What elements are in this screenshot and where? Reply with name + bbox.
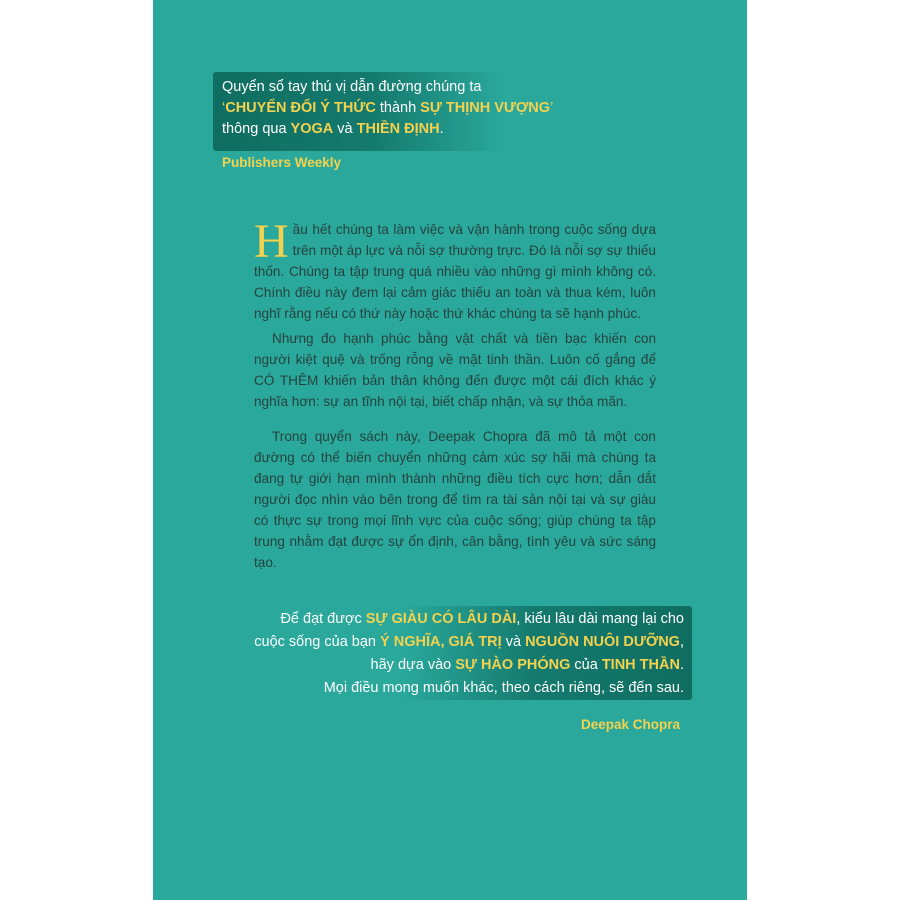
top-quote-source: Publishers Weekly xyxy=(222,155,342,170)
body-paragraph-3: Trong quyển sách này, Deepak Chopra đã mô tả một con đường có thể biến chuyển những cảm xúc sợ hãi mà chúng ta đang tự giới hạn mình thành những điều tích cực hơn; dẫn dắt người đọc nhìn vào bên trong để tìm ra tài sản nội tại và sự giàu có thực sự trong mọi lĩnh vực của cuộc sống; giúp chúng ta tập trung nhằm đạt được sự ổn định, cân bằng, tình yêu và sức sáng tạo. xyxy=(254,429,656,570)
drop-cap-letter: H xyxy=(254,215,289,268)
highlight-phrase: Ý NGHĨA xyxy=(380,634,441,650)
suffix-text: , xyxy=(679,634,684,650)
close-quote-mark: ’ xyxy=(550,100,554,116)
paragraph-text: ầu hết chúng ta làm việc và vận hành trong cuộc sống dựa trên một áp lực và nỗi sợ thường trực. Đó là nỗi sợ sự thiếu thốn. Chúng ta tập trung quá nhiều vào những gì mình không có. Chính điều này đem lại cảm giác thiếu an toàn và thua kém, luôn nghĩ rằng nếu có thứ này hoặc thứ khác chúng ta sẽ hạnh phúc. xyxy=(254,222,656,321)
open-quote-mark: ‘ xyxy=(222,100,226,116)
prefix-text: cuộc sống của bạn xyxy=(254,634,381,650)
highlight-phrase: SỰ HÀO PHÓNG xyxy=(455,657,571,673)
body-paragraph-2: Nhưng đo hạnh phúc bằng vật chất và tiền bạc khiến con người kiệt quệ và trống rỗng về mặt tinh thần. Luôn cố gắng để CÓ THÊM khiến bản thân không đến được một cái đích khác ý nghĩa hơn: sự an tĩnh nội tại, biết chấp nhận, và sự thỏa mãn. xyxy=(254,331,656,409)
bottom-quote-line-3 xyxy=(371,656,684,674)
suffix-text: , kiểu lâu dài mang lại cho xyxy=(516,611,684,627)
connector-text: và xyxy=(501,634,526,650)
prefix-text: Để đạt được xyxy=(280,611,366,627)
bottom-quote-line-1 xyxy=(280,610,684,628)
top-quote-line-1: Quyển sổ tay thú vị dẫn đường chúng ta xyxy=(222,79,482,95)
prefix-text: thông qua xyxy=(222,121,291,137)
top-quote-line-3 xyxy=(222,120,444,138)
top-quote-line-2 xyxy=(222,99,553,117)
highlight-phrase: TINH THẦN xyxy=(601,657,680,673)
connector-text: thành xyxy=(375,100,421,116)
highlight-phrase: SỰ THỊNH VƯỢNG xyxy=(420,100,551,116)
book-back-cover xyxy=(153,0,747,900)
suffix-text: . xyxy=(439,121,444,137)
highlight-phrase: NGUỒN NUÔI DƯỠNG xyxy=(525,634,680,650)
highlight-phrase: SỰ GIÀU CÓ LÂU DÀI xyxy=(365,611,517,627)
connector-text: của xyxy=(570,657,602,673)
bottom-quote-source: Deepak Chopra xyxy=(580,717,680,732)
top-quote-box xyxy=(213,72,554,151)
prefix-text: hãy dựa vào xyxy=(370,657,456,673)
connector-text: và xyxy=(333,121,357,137)
bottom-quote-line-2 xyxy=(254,633,684,651)
suffix-text: . xyxy=(679,657,684,673)
body-paragraph-1 xyxy=(254,215,656,324)
bottom-quote-line-4: Mọi điều mong muốn khác, theo cách riêng, sẽ đến sau. xyxy=(323,680,684,696)
highlight-phrase: THIỀN ĐỊNH xyxy=(356,121,440,137)
highlight-phrase: GIÁ TRỊ xyxy=(448,634,502,650)
bottom-quote-box xyxy=(254,606,692,700)
highlight-phrase: YOGA xyxy=(290,121,334,137)
comma-text: , xyxy=(440,634,449,650)
highlight-phrase: CHUYỂN ĐỔI Ý THỨC xyxy=(225,100,376,116)
